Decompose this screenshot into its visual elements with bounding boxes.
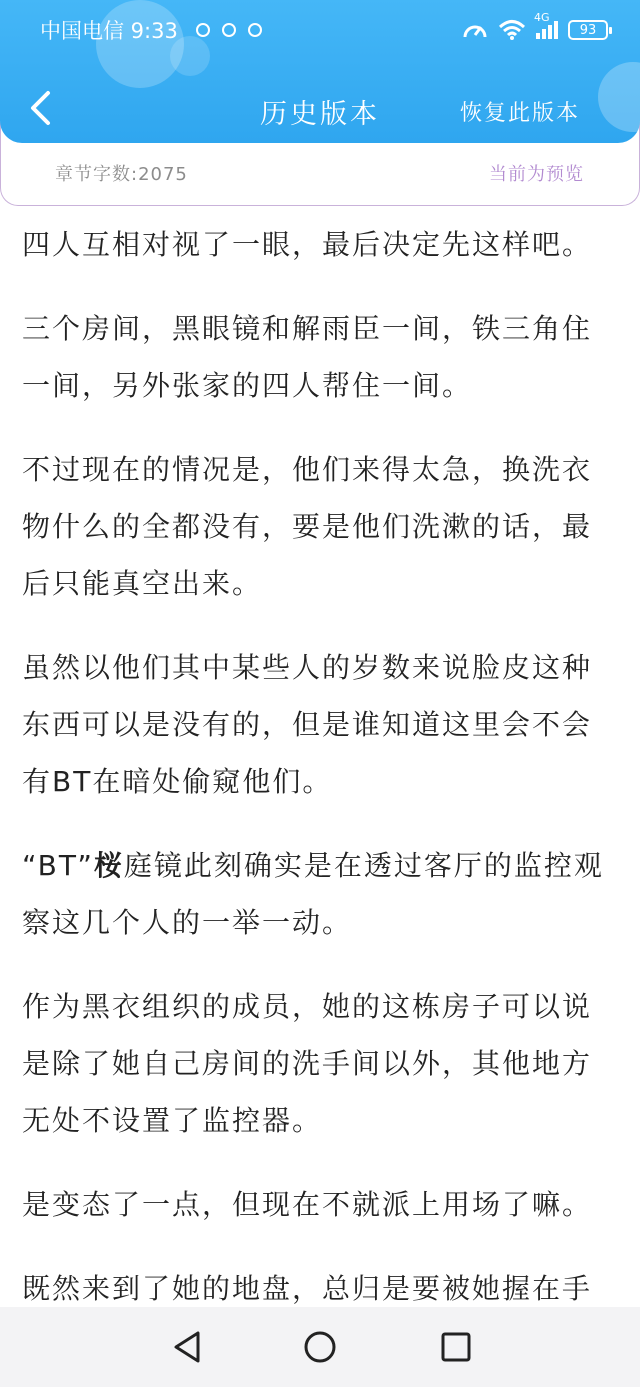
chapter-content [22, 216, 612, 1344]
app-header [0, 0, 640, 143]
paragraph: 既然来到了她的地盘，总归是要被她握在手 [22, 1272, 593, 1305]
wifi-icon [498, 19, 526, 41]
paragraph: 四人互相对视了一眼，最后决定先这样吧。 [22, 228, 593, 261]
paragraph: 三个房间，黑眼镜和解雨臣一间，铁三角住一间，另外张家的四人帮住一间。 [22, 312, 593, 402]
paragraph: 虽然以他们其中某些人的岁数来说脸皮这种东西可以是没有的，但是谁知道这里会不会有BT在暗处偷窥他们。 [22, 651, 593, 798]
nav-back-icon [168, 1327, 208, 1367]
nav-bar [0, 74, 640, 143]
quote-text: “BT” [22, 849, 94, 882]
notification-icon [248, 23, 262, 37]
paragraph: 不过现在的情况是，他们来得太急，换洗衣物什么的全都没有，要是他们洗漱的话，最后只能真空出来。 [22, 453, 593, 600]
carrier-time: 中国电信 9:33 [40, 19, 178, 43]
signal-icon [534, 11, 558, 39]
paragraph [22, 837, 612, 951]
battery-level: 93 [579, 22, 597, 38]
notification-icon [196, 23, 210, 37]
nav-home-icon [300, 1327, 340, 1367]
nav-back-button[interactable] [168, 1327, 208, 1367]
battery-icon [568, 20, 608, 40]
system-navigation-bar [0, 1307, 640, 1387]
page-title: 历史版本 [260, 99, 380, 130]
restore-version-button[interactable]: 恢复此版本 [459, 101, 580, 126]
status-bar [0, 0, 640, 60]
chapter-word-count: 章节字数:2075 [55, 164, 188, 185]
nav-recent-button[interactable] [436, 1327, 476, 1367]
paragraph: 是变态了一点，但现在不就派上用场了嘛。 [22, 1188, 593, 1221]
nav-recent-icon [436, 1327, 476, 1367]
speedometer-icon [462, 19, 488, 41]
nav-home-button[interactable] [300, 1327, 340, 1367]
notification-icon [222, 23, 236, 37]
character-name: 桜 [93, 849, 124, 882]
preview-status: 当前为预览 [489, 164, 584, 185]
paragraph: 作为黑衣组织的成员，她的这栋房子可以说是除了她自己房间的洗手间以外，其他地方无处不设置了监控器。 [22, 990, 593, 1137]
network-type: 4G [534, 11, 550, 24]
paragraph-text: 庭镜此刻确实是在透过客厅的监控观察这几个人的一举一动。 [22, 849, 604, 939]
